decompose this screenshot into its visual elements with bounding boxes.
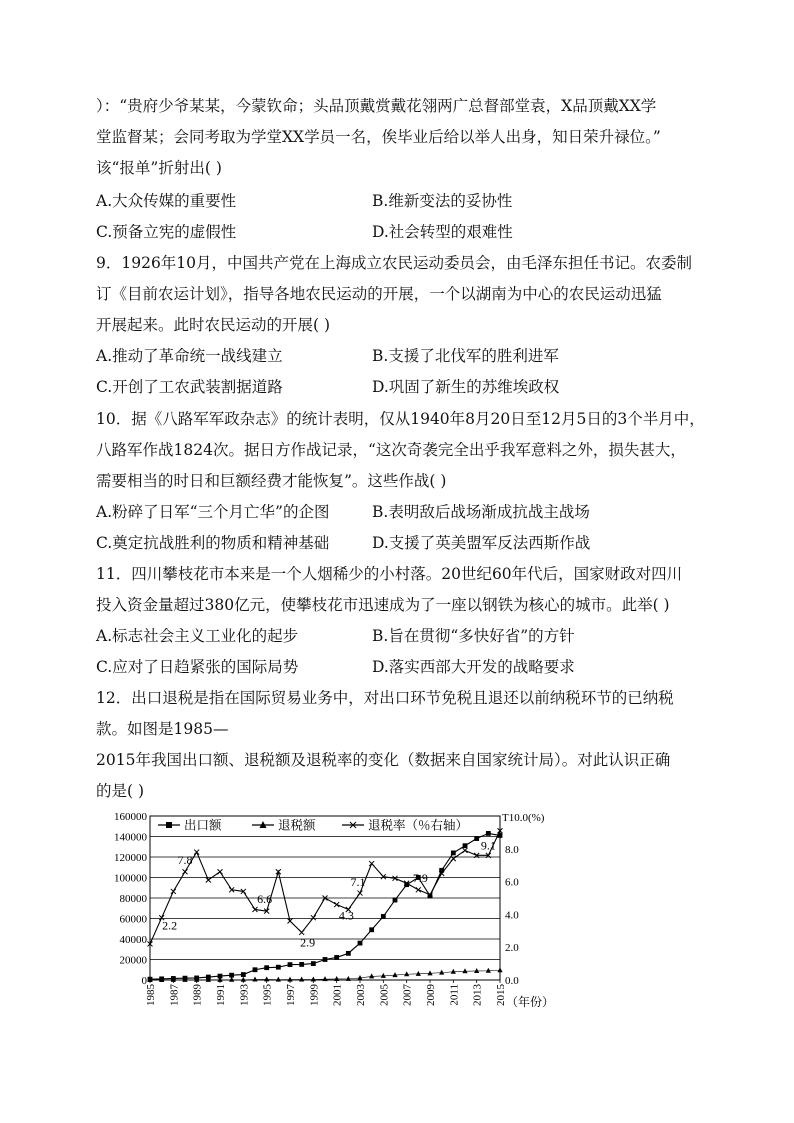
rebate-point: [451, 969, 456, 974]
q11-option-a: A.标志社会主义工业化的起步: [96, 627, 299, 645]
rebate-point: [439, 970, 444, 975]
y-left-tick-label: 160000: [114, 811, 147, 823]
q12-text-line-3: 2015年我国出口额、退税额及退税率的变化（数据来自国家统计局）。对此认识正确: [96, 751, 671, 769]
q8-text-line-1: ）：“贵府少爷某某，今蒙钦命；头品顶戴赏戴花翎两广总督部堂袁，X品顶戴XX学: [96, 97, 657, 115]
rebate-point: [311, 976, 316, 981]
rebate-point: [404, 971, 409, 976]
y-right-tick-label: 8.0: [505, 843, 519, 856]
export-point: [299, 962, 304, 967]
rate-data-label: 2.2: [162, 918, 178, 933]
q10-text-line-2: 八路军作战1824次。据日方作战记录，“这次奇袭完全出乎我军意料之外，损失甚大，: [96, 441, 686, 459]
q10-option-b: B.表明敌后战场渐成抗战主战场: [372, 503, 590, 521]
export-point: [288, 962, 293, 967]
q9-text-line-3: 开展起来。此时农民运动的开展( ): [96, 316, 331, 334]
export-point: [451, 851, 456, 856]
q10-option-a: A.粉碎了日军“三个月亡华”的企图: [96, 503, 330, 521]
q11-option-b: B.旨在贯彻“多快好省”的方针: [372, 627, 575, 645]
rate-data-label: 7.8: [177, 852, 193, 867]
rate-data-label: 9.1: [480, 838, 496, 853]
rebate-point: [497, 967, 502, 972]
legend-label-0: 出口额: [184, 818, 222, 833]
x-tick-label: 2003: [355, 984, 367, 1006]
y-left-tick-label: 20000: [119, 954, 147, 967]
export-point: [334, 955, 339, 960]
y-right-tick-label: 2.0: [505, 942, 519, 955]
q8-option-d: D.社会转型的艰难性: [372, 223, 513, 241]
rebate-point: [334, 976, 339, 981]
export-point: [393, 898, 398, 903]
y-left-tick-label: 0: [141, 975, 147, 987]
q9-option-a: A.推动了革命统一战线建立: [96, 347, 283, 365]
x-tick-label: 2015: [495, 984, 507, 1006]
x-tick-label: 2011: [448, 984, 461, 1006]
q9-option-b: B.支援了北伐军的胜利进军: [372, 347, 559, 365]
rate-data-label: 2.9: [300, 935, 316, 950]
q8-option-a: A.大众传媒的重要性: [96, 192, 237, 210]
rebate-point: [416, 971, 421, 976]
y-left-tick-label: 120000: [114, 852, 147, 864]
x-tick-label: 2009: [425, 984, 437, 1006]
rebate-point: [299, 977, 304, 982]
rebate-point: [427, 970, 432, 975]
x-tick-label: 2001: [331, 984, 344, 1006]
q8-option-b: B.维新变法的妥协性: [372, 192, 513, 210]
q12-text-line-4: 的是( ): [96, 782, 145, 800]
x-tick-label: 1997: [285, 984, 297, 1006]
legend-label-2: 退税率（％右轴）: [368, 818, 469, 833]
q11-option-c: C.应对了日趋紧张的国际局势: [96, 658, 299, 676]
export-point: [346, 951, 351, 956]
x-tick-label: 2005: [378, 984, 391, 1006]
rate-data-label: 6.6: [257, 892, 273, 907]
rebate-point: [486, 968, 491, 973]
q8-option-c: C.预备立宪的虚假性: [96, 223, 237, 241]
q9-option-c: C.开创了工农武装割据道路: [96, 378, 283, 396]
export-point: [241, 972, 246, 977]
q11-text-line-2: 投入资金量超过380亿元，使攀枝花市迅速成为了一座以钢铁为核心的城市。此举( ): [96, 596, 670, 614]
q10-option-d: D.支援了英美盟军反法西斯作战: [372, 534, 591, 552]
rebate-point: [241, 977, 246, 982]
y-right-top-label: T10.0(%): [502, 812, 545, 824]
y-left-tick-label: 80000: [119, 893, 147, 905]
rebate-point: [287, 977, 292, 982]
y-right-tick-label: 4.0: [505, 909, 519, 922]
rebate-point: [276, 977, 281, 982]
q10-text-line-1: 10．据《八路军军政杂志》的统计表明，仅从1940年8月20日至12月5日的3个半月中，: [96, 410, 705, 428]
x-tick-label: 1989: [191, 984, 204, 1006]
rate-data-label: 4.3: [338, 908, 354, 923]
x-tick-label: 1987: [168, 984, 181, 1006]
legend-label-1: 退税额: [278, 818, 316, 833]
y-right-tick-label: 6.0: [505, 876, 519, 889]
x-tick-label: 2013: [471, 984, 484, 1006]
rebate-point: [252, 977, 257, 982]
x-tick-label: 1995: [261, 984, 274, 1006]
y-left-tick-label: 60000: [119, 913, 147, 926]
export-point: [381, 914, 386, 919]
export-point: [369, 927, 374, 932]
rebate-point: [392, 972, 397, 977]
export-point: [276, 965, 281, 970]
q8-text-line-3: 该“报单”折射出( ): [96, 159, 222, 177]
rate-data-label: 7.1: [350, 875, 366, 890]
q12-text-line-2: 款。如图是1985—: [96, 720, 229, 738]
x-tick-label: 2007: [401, 984, 414, 1006]
export-point: [358, 941, 363, 946]
q12-text-line-1: 12．出口退税是指在国际贸易业务中，对出口环节免税且退还以前纳税环节的已纳税: [96, 689, 674, 707]
rebate-point: [381, 973, 386, 978]
export-point: [474, 836, 479, 841]
export-point: [463, 843, 468, 848]
rebate-point: [369, 973, 374, 978]
q9-text-line-2: 订《目前农运计划》，指导各地农民运动的开展，一个以湖南为中心的农民运动迅猛: [96, 285, 662, 303]
export-point: [264, 965, 269, 970]
x-tick-label: 1993: [238, 984, 251, 1006]
q9-text-line-1: 9．1926年10月，中国共产党在上海成立农民运动委员会，由毛泽东担任书记。农委制: [96, 254, 693, 272]
rebate-point: [474, 968, 479, 973]
rebate-point: [462, 968, 467, 973]
q10-text-line-3: 需要相当的时日和巨额经费才能恢复”。这些作战( ): [96, 472, 447, 490]
x-unit-label: （年份）: [506, 995, 555, 1009]
y-left-tick-label: 40000: [119, 934, 147, 946]
q8-text-line-2: 堂监督某；会同考取为学堂XX学员一名，俟毕业后给以举人出身，知日荣升禄位。”: [96, 128, 661, 146]
series-line-2: [150, 831, 500, 944]
x-tick-label: 1985: [145, 984, 157, 1006]
rebate-point: [346, 976, 351, 981]
x-tick-label: 1991: [215, 984, 227, 1006]
y-right-tick-label: 0.0: [505, 975, 519, 987]
y-left-tick-label: 100000: [114, 872, 147, 885]
legend-marker-export: [166, 822, 172, 828]
q10-option-c: C.奠定抗战胜利的物质和精神基础: [96, 534, 330, 552]
q11-option-d: D.落实西部大开发的战略要求: [372, 658, 575, 676]
q9-option-d: D.巩固了新生的苏维埃政权: [372, 378, 560, 396]
export-point: [253, 967, 258, 972]
export-point: [311, 961, 316, 966]
y-left-tick-label: 140000: [114, 831, 147, 844]
rebate-point: [322, 976, 327, 981]
export-tax-rebate-chart: [114, 808, 568, 1018]
export-point: [323, 957, 328, 962]
x-tick-label: 1999: [308, 984, 321, 1006]
rate-data-label: 7.9: [412, 870, 428, 885]
export-point: [486, 831, 491, 836]
q11-text-line-1: 11．四川攀枝花市本来是一个人烟稀少的小村落。20世纪60年代后，国家财政对四川: [96, 565, 683, 583]
rebate-point: [264, 976, 269, 981]
